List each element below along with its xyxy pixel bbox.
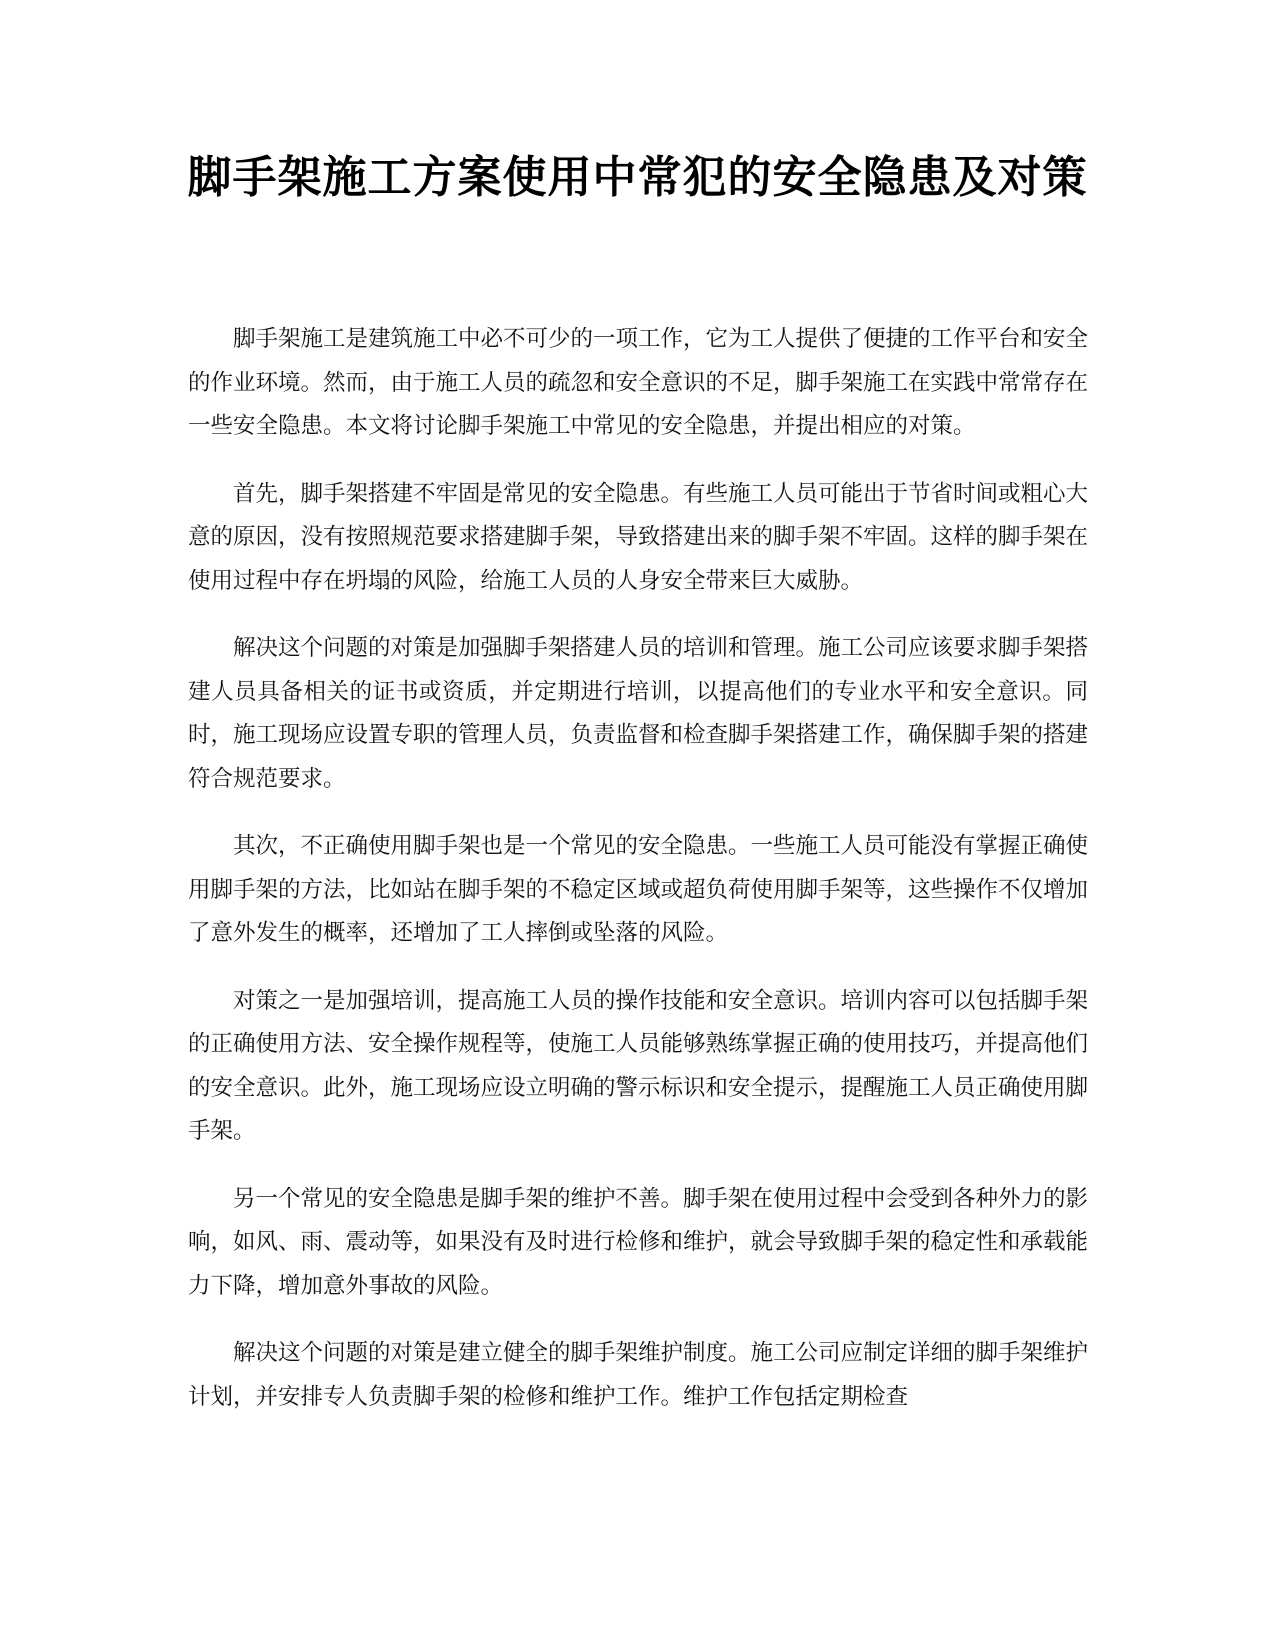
paragraph-hazard-1: 首先，脚手架搭建不牢固是常见的安全隐患。有些施工人员可能出于节省时间或粗心大意的原因，没有按照规范要求搭建脚手架，导致搭建出来的脚手架不牢固。这样的脚手架在使用过程中存在坍塌的风险，给施工人员的人身安全带来巨大威胁。: [188, 480, 1089, 594]
paragraph-countermeasure-2: 对策之一是加强培训，提高施工人员的操作技能和安全意识。培训内容可以包括脚手架的正确使用方法、安全操作规程等，使施工人员能够熟练掌握正确的使用技巧，并提高他们的安全意识。此外，施工现场应设立明确的警示标识和安全提示，提醒施工人员正确使用脚手架。: [188, 987, 1089, 1144]
paragraph-countermeasure-1: 解决这个问题的对策是加强脚手架搭建人员的培训和管理。施工公司应该要求脚手架搭建人员具备相关的证书或资质，并定期进行培训，以提高他们的专业水平和安全意识。同时，施工现场应设置专职的管理人员，负责监督和检查脚手架搭建工作，确保脚手架的搭建符合规范要求。: [188, 635, 1089, 792]
paragraph-hazard-2: 其次，不正确使用脚手架也是一个常见的安全隐患。一些施工人员可能没有掌握正确使用脚手架的方法，比如站在脚手架的不稳定区域或超负荷使用脚手架等，这些操作不仅增加了意外发生的概率，还增加了工人摔倒或坠落的风险。: [188, 833, 1089, 946]
document-title: 脚手架施工方案使用中常犯的安全隐患及对策: [187, 152, 1088, 203]
paragraph-countermeasure-3: 解决这个问题的对策是建立健全的脚手架维护制度。施工公司应制定详细的脚手架维护计划，并安排专人负责脚手架的检修和维护工作。维护工作包括定期检查: [188, 1340, 1089, 1410]
paragraph-intro: 脚手架施工是建筑施工中必不可少的一项工作，它为工人提供了便捷的工作平台和安全的作业环境。然而，由于施工人员的疏忽和安全意识的不足，脚手架施工在实践中常常存在一些安全隐患。本文将讨论脚手架施工中常见的安全隐患，并提出相应的对策。: [188, 326, 1089, 439]
paragraph-hazard-3: 另一个常见的安全隐患是脚手架的维护不善。脚手架在使用过程中会受到各种外力的影响，如风、雨、震动等，如果没有及时进行检修和维护，就会导致脚手架的稳定性和承载能力下降，增加意外事故的风险。: [188, 1185, 1089, 1299]
document-body: [188, 318, 1088, 1443]
